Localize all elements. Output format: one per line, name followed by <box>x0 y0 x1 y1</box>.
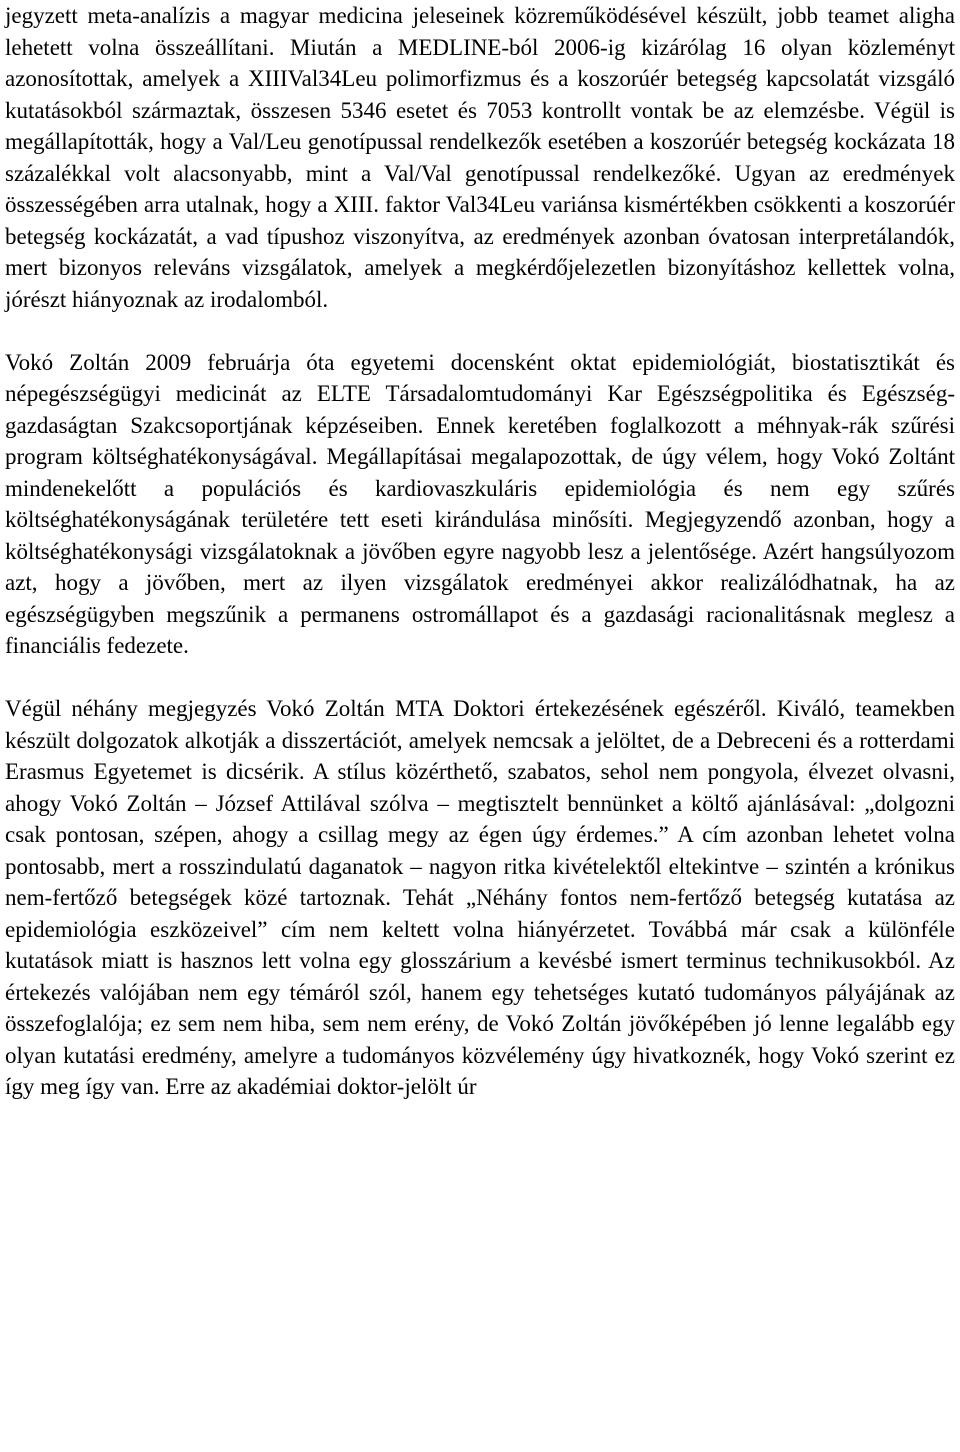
paragraph-meta-analysis: jegyzett meta-analízis a magyar medicina jeleseinek közreműködésével készült, jobb teamet aligha lehetett volna összeállítani. Miután a MEDLINE-ból 2006-ig kizárólag 16 olyan közleményt azonosítottak, amelyek a XIIIVal34Leu polimorfizmus és a koszorúér betegség kapcsolatát vizsgáló kutatásokból származtak, összesen 5346 esetet és 7053 kontrollt vontak be az elemzésbe. Végül is megállapították, hogy a Val/Leu genotípussal rendelkezők esetében a koszorúér betegség kockázata 18 százalékkal volt alacsonyabb, mint a Val/Val genotípussal rendelkezőké. Ugyan az eredmények összességében arra utalnak, hogy a XIII. faktor Val34Leu variánsa kismértékben csökkenti a koszorúér betegség kockázatát, a vad típushoz viszonyítva, az eredmények azonban óvatosan interpretálandók, mert bizonyos releváns vizsgálatok, amelyek a megkérdőjelezetlen bizonyításhoz kellettek volna, jórészt hiányoznak az irodalomból. <box>5 3 955 312</box>
paragraph-teaching: Vokó Zoltán 2009 februárja óta egyetemi docensként oktat epidemiológiát, biostatisztikát és népegészségügyi medicinát az ELTE Társadalomtudományi Kar Egészségpolitika és Egészség-gazdaságtan Szakcsoportjának képzéseiben. Ennek keretében foglalkozott a méhnyak-rák szűrési program költséghatékonyságával. Megállapításai megalapozottak, de úgy vélem, hogy Vokó Zoltánt mindenekelőtt a populációs és kardiovaszkuláris epidemiológia és nem egy szűrés költséghatékonyságának területére tett eseti kirándulása minősíti. Megjegyzendő azonban, hogy a költséghatékonysági vizsgálatoknak a jövőben egyre nagyobb lesz a jelentősége. Azért hangsúlyozom azt, hogy a jövőben, mert az ilyen vizsgálatok eredményei akkor realizálódhatnak, ha az egészségügyben megszűnik a permanens ostromállapot és a gazdasági racionalitásnak meglesz a financiális fedezete. <box>5 349 955 658</box>
document-page <box>5 0 955 1103</box>
paragraph-closing-remarks: Végül néhány megjegyzés Vokó Zoltán MTA Doktori értekezésének egészéről. Kiváló, teamekben készült dolgozatok alkotják a disszertációt, amelyek nemcsak a jelöltet, de a Debreceni és a rotterdami Erasmus Egyetemet is dicsérik. A stílus közérthető, szabatos, sehol nem pongyola, élvezet olvasni, ahogy Vokó Zoltán – József Attilával szólva – megtisztelt bennünket a költő ajánlásával: „dolgozni csak pontosan, szépen, ahogy a csillag megy az égen úgy érdemes.” A cím azonban lehetet volna pontosabb, mert a rosszindulatú daganatok – nagyon ritka kivételektől eltekintve – szintén a krónikus nem-fertőző betegségek közé tartoznak. Tehát „Néhány fontos nem-fertőző betegség kutatása az epidemiológia eszközeivel” cím nem keltett volna hiányérzetet. Továbbá már csak a különféle kutatások miatt is hasznos lett volna egy glosszárium a kevésbé ismert terminus technikusokból. Az értekezés valójában nem egy témáról szól, hanem egy tehetséges kutató tudományos pályájának az összefoglalója; ez sem nem hiba, sem nem erény, de Vokó Zoltán jövőképében jó lenne legalább egy olyan kutatási eredmény, amelyre a tudományos közvélemény úgy hivatkoznék, hogy Vokó szerint ez így meg így van. Erre az akadémiai doktor-jelölt úr <box>5 696 955 1099</box>
